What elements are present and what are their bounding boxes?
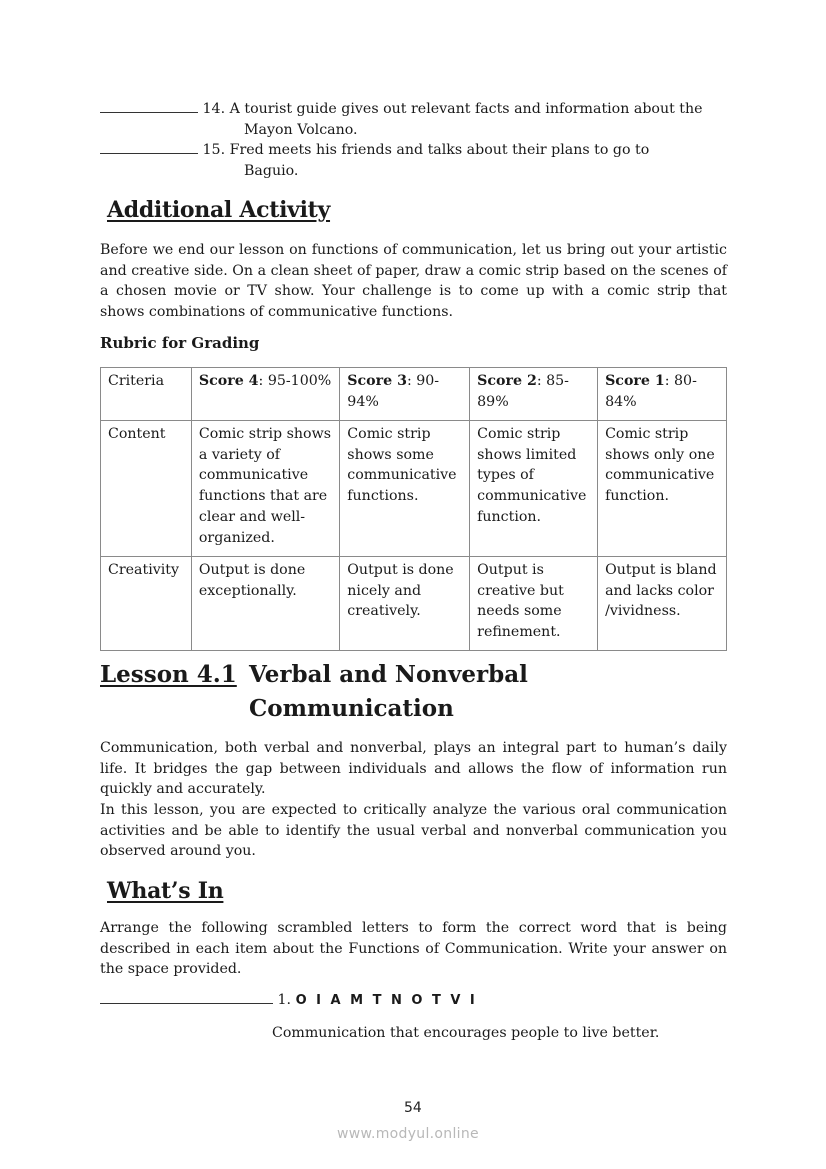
answer-blank[interactable] — [100, 141, 198, 154]
cell-score-3: Comic strip shows some communicative functions. — [340, 421, 470, 557]
item-number: 15. — [202, 142, 226, 158]
rubric-title: Rubric for Grading — [100, 334, 260, 352]
item-text-cont: Mayon Volcano. — [244, 122, 358, 138]
rubric-header-row — [101, 368, 727, 421]
cell-score-3: Output is done nicely and creatively. — [340, 557, 470, 651]
rubric-table — [100, 367, 727, 651]
item-14 — [100, 99, 740, 120]
scrambled-letters: O I A M T N O T V I — [295, 993, 478, 1008]
answer-blank[interactable] — [100, 991, 273, 1004]
whats-in-heading: What’s In — [107, 878, 224, 904]
answer-blank[interactable] — [100, 100, 198, 113]
lesson-title-line1: Verbal and Nonverbal — [249, 661, 528, 688]
item-1-clue: Communication that encourages people to live better. — [272, 1025, 660, 1041]
row-criteria: Content — [101, 421, 192, 557]
header-criteria: Criteria — [101, 368, 192, 421]
item-number: 1. — [277, 992, 292, 1008]
lesson-title-line2: Communication — [249, 695, 454, 722]
header-score-4: Score 4: 95-100% — [191, 368, 339, 421]
additional-activity-heading: Additional Activity — [107, 197, 331, 223]
lesson-paragraph-1: Communication, both verbal and nonverbal, plays an integral part to human’s daily life. It bridges the gap between individuals and allows the flow of information run quickly and accurately. — [100, 740, 727, 798]
cell-score-1: Output is bland and lacks color /vividness. — [598, 557, 727, 651]
cell-score-1: Comic strip shows only one communicative function. — [598, 421, 727, 557]
cell-score-2: Output is creative but needs some refinement. — [470, 557, 598, 651]
item-number: 14. — [202, 101, 226, 117]
lesson-number: Lesson 4.1 — [100, 661, 237, 688]
header-score-2: Score 2: 85-89% — [470, 368, 598, 421]
row-criteria: Creativity — [101, 557, 192, 651]
cell-score-4: Output is done exceptionally. — [191, 557, 339, 651]
cell-score-4: Comic strip shows a variety of communicative functions that are clear and well-organized. — [191, 421, 339, 557]
table-row — [101, 421, 727, 557]
item-text-cont: Baguio. — [244, 163, 299, 179]
additional-activity-paragraph: Before we end our lesson on functions of communication, let us bring out your artistic and creative side. On a clean sheet of paper, draw a comic strip based on the scenes of a chosen movie or TV show. Your challenge is to come up with a comic strip that shows combinations of communicative functions. — [100, 242, 727, 321]
page-number: 54 — [404, 1100, 422, 1116]
lesson-paragraph-2: In this lesson, you are expected to critically analyze the various oral communication activities and be able to identify the usual verbal and nonverbal communication you observed around you. — [100, 802, 727, 860]
item-15 — [100, 140, 740, 161]
whats-in-item-1 — [100, 990, 477, 1012]
table-row — [101, 557, 727, 651]
header-score-1: Score 1: 80-84% — [598, 368, 727, 421]
whats-in-instructions: Arrange the following scrambled letters to form the correct word that is being described in each item about the Functions of Communication. Write your answer on the space provided. — [100, 920, 727, 978]
header-score-3: Score 3: 90-94% — [340, 368, 470, 421]
lesson-heading — [100, 658, 237, 692]
item-text: A tourist guide gives out relevant facts and information about the — [229, 101, 703, 117]
watermark: www.modyul.online — [337, 1126, 479, 1142]
cell-score-2: Comic strip shows limited types of communicative function. — [470, 421, 598, 557]
item-text: Fred meets his friends and talks about their plans to go to — [229, 142, 650, 158]
